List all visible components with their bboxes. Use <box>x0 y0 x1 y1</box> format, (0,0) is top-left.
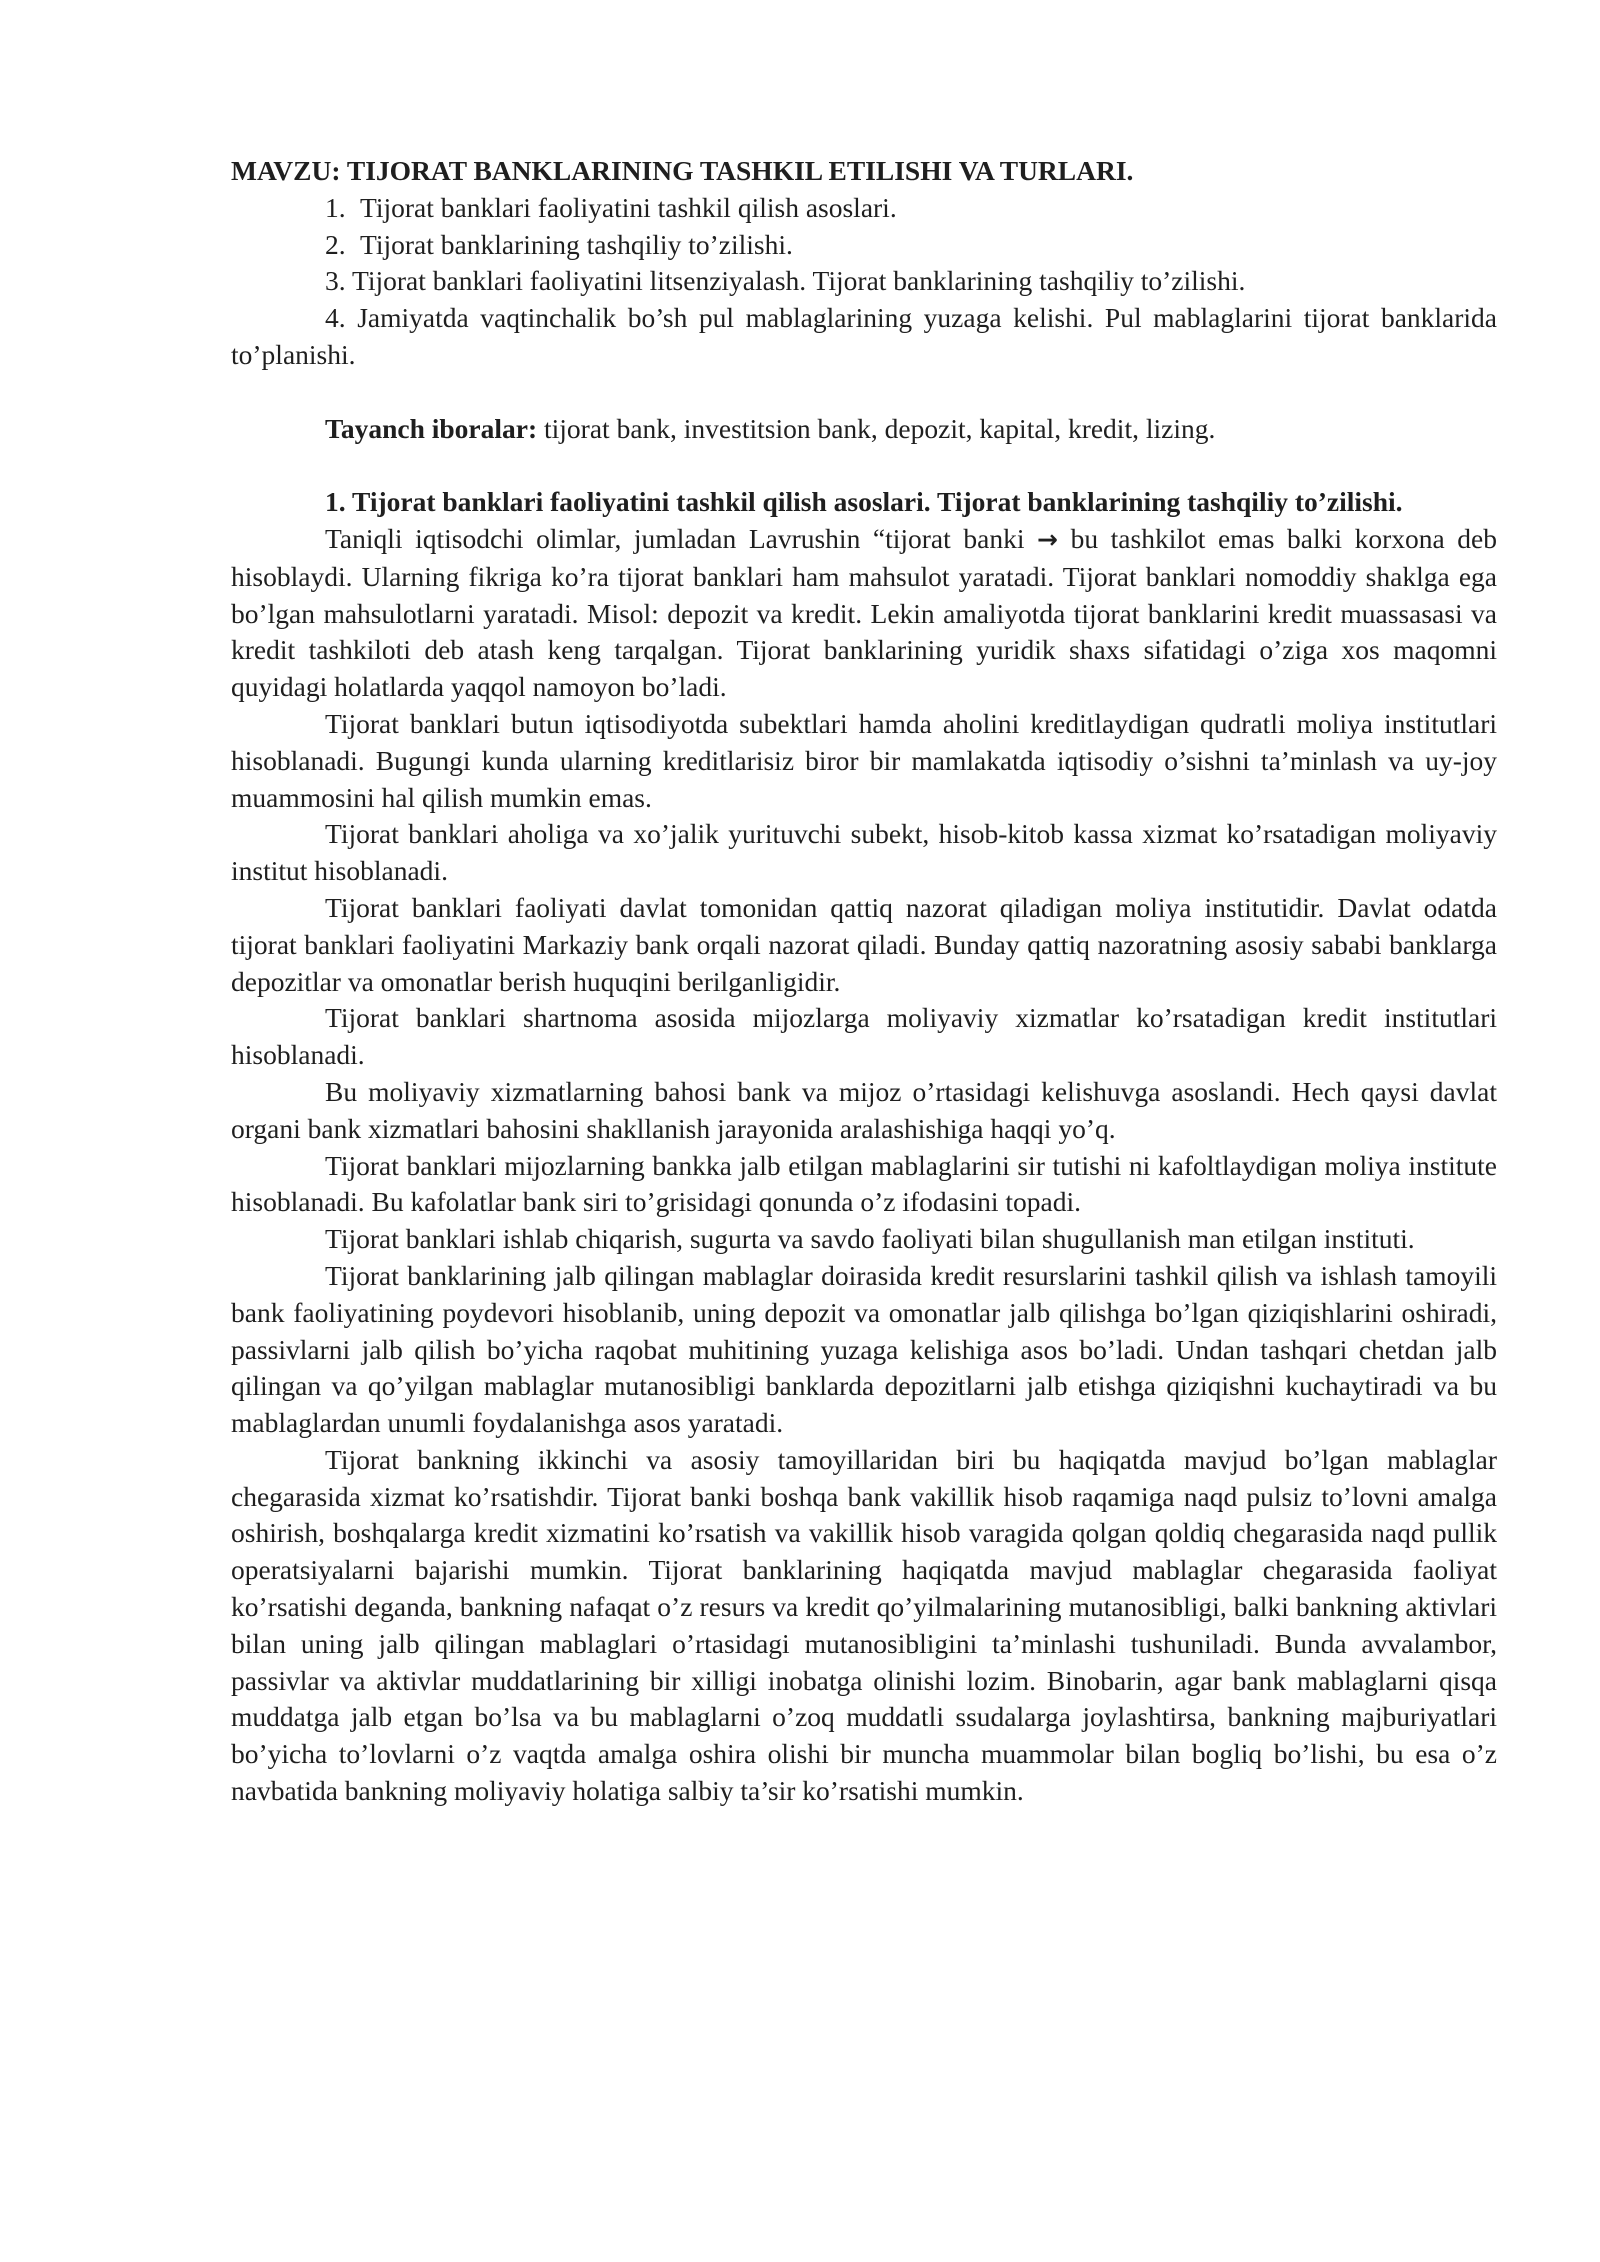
plan-item-1 <box>231 190 1497 227</box>
spacer <box>231 447 1497 484</box>
body-paragraph: Tijorat banklari aholiga va xo’jalik yurituvchi subekt, hisob-kitob kassa xizmat ko’rsatadigan moliyaviy institut hisoblanadi. <box>231 818 1497 887</box>
keywords-label: Tayanch iboralar: <box>325 412 538 444</box>
body-paragraph: Tijorat banklari faoliyati davlat tomonidan qattiq nazorat qiladigan moliya institutidir. Davlat odatda tijorat banklari faoliyatini Markaziy bank orqali nazorat qiladi. Bunday qattiq nazoratning asosiy sababi banklarga depozitlar va omonatlar berish huquqini berilganligidir. <box>231 891 1497 997</box>
plan-item-4: 4. Jamiyatda vaqtinchalik bo’sh pul mablaglarining yuzaga kelishi. Pul mablaglarini tijorat banklarida to’planishi. <box>231 302 1497 370</box>
document-page <box>231 153 1497 1810</box>
plan-item-2 <box>231 227 1497 264</box>
body-paragraph: Tijorat banklarining jalb qilingan mablaglar doirasida kredit resurslarini tashkil qilish va ishlash tamoyili bank faoliyatining poydevori hisoblanib, uning depozit va omonatlar jalb qilishga bo’lgan qiziqishlarini oshiradi, passivlarni jalb qilish bo’yicha raqobat muhitining yuzaga kelishiga asos bo’ladi. Undan tashqari chetdan jalb qilingan va qo’yilgan mablaglar mutanosibligi banklarda depozitlarni jalb etishga qiziqishni kuchaytiradi va bu mablaglardan unumli foydalanishga asos yaratadi. <box>231 1259 1497 1439</box>
arrow-right-icon: → <box>1037 524 1058 554</box>
body-paragraph: Bu moliyaviy xizmatlarning bahosi bank va mijoz o’rtasidagi kelishuvga asoslandi. Hech qaysi davlat organi bank xizmatlari bahosini shakllanish jarayonida aralashishiga haqqi yo’q. <box>231 1075 1497 1144</box>
page-title: MAVZU: TIJORAT BANKLARINING TASHKIL ETILISHI VA TURLARI. <box>231 155 1134 186</box>
plan-item-number: 1. <box>325 191 346 223</box>
plan-item-3: 3. Tijorat banklari faoliyatini litsenziyalash. Tijorat banklarining tashqiliy to’zilishi. <box>325 265 1246 297</box>
body-paragraph: Tijorat banklari ishlab chiqarish, sugurta va savdo faoliyati bilan shugullanish man etilgan instituti. <box>325 1223 1415 1255</box>
keywords-paragraph <box>231 411 1497 448</box>
plan-item-text: Tijorat banklarining tashqiliy to’zilishi. <box>360 228 793 260</box>
intro-paragraph <box>231 521 1497 706</box>
body-paragraph: Tijorat banklari shartnoma asosida mijozlarga moliyaviy xizmatlar ko’rsatadigan kredit institutlari hisoblanadi. <box>231 1002 1497 1071</box>
keywords-text: tijorat bank, investitsion bank, depozit, kapital, kredit, lizing. <box>537 412 1216 444</box>
body-paragraph: Tijorat banklari mijozlarning bankka jalb etilgan mablaglarini sir tutishi ni kafoltlaydigan moliya institute hisoblanadi. Bu kafolatlar bank siri to’grisidagi qonunda o’z ifodasini topadi. <box>231 1149 1497 1218</box>
plan-item-text: Tijorat banklari faoliyatini tashkil qilish asoslari. <box>360 191 897 223</box>
body-paragraph: Tijorat banklari butun iqtisodiyotda subektlari hamda aholini kreditlaydigan qudratli moliya institutlari hisoblanadi. Bugungi kunda ularning kreditlarisiz biror bir mamlakatda iqtisodiy o’sishni ta’minlash va uy-joy muammosini hal qilish mumkin emas. <box>231 707 1497 813</box>
section-heading: 1. Tijorat banklari faoliyatini tashkil qilish asoslari. Tijorat banklarining tashqiliy to’zilishi. <box>325 486 1403 518</box>
intro-text-end: bu tashkilot emas balki korxona deb hisoblaydi. Ularning fikriga ko’ra tijorat banklari ham mahsulot yaratadi. Tijorat banklari nomoddiy shaklga ega bo’lgan mahsulotlarni yaratadi. Misol: depozit va kredit. Lekin amaliyotda tijorat banklarini kredit muassasasi va kredit tashkiloti deb atash keng tarqalgan. Tijorat banklarining yuridik shaxs sifatidagi o’ziga xos maqomni quyidagi holatlarda yaqqol namoyon bo’ladi. <box>231 522 1497 703</box>
plan-item-number: 2. <box>325 228 346 260</box>
spacer <box>231 374 1497 411</box>
body-paragraph: Tijorat bankning ikkinchi va asosiy tamoyillaridan biri bu haqiqatda mavjud bo’lgan mablaglar chegarasida xizmat ko’rsatishdir. Tijorat banki boshqa bank vakillik hisob raqamiga naqd pulsiz to’lovni amalga oshirish, boshqalarga kredit xizmatini ko’rsatish va vakillik hisob varagida qolgan qoldiq chegarasida naqd pullik operatsiyalarni bajarishi mumkin. Tijorat banklarining haqiqatda mavjud mablaglar chegarasida faoliyat ko’rsatishi deganda, bankning nafaqat o’z resurs va kredit qo’yilmalarining mutanosibligi, balki bankning aktivlari bilan uning jalb qilingan mablaglari o’rtasidagi mutanosibligini ta’minlashi tushuniladi. Bunda avvalambor, passivlar va aktivlar muddatlarining bir xilligi inobatga olinishi lozim. Binobarin, agar bank mablaglarni qisqa muddatga jalb etgan bo’lsa va bu mablaglarni o’zoq muddatli ssudalarga joylashtirsa, bankning majburiyatlari bo’yicha to’lovlarni o’z vaqtda amalga oshira olishi bir muncha muammolar bilan bogliq bo’lishi, bu esa o’z navbatida bankning moliyaviy holatiga salbiy ta’sir ko’rsatishi mumkin. <box>231 1443 1497 1807</box>
intro-text-start: Taniqli iqtisodchi olimlar, jumladan Lavrushin “tijorat banki <box>325 522 1038 554</box>
